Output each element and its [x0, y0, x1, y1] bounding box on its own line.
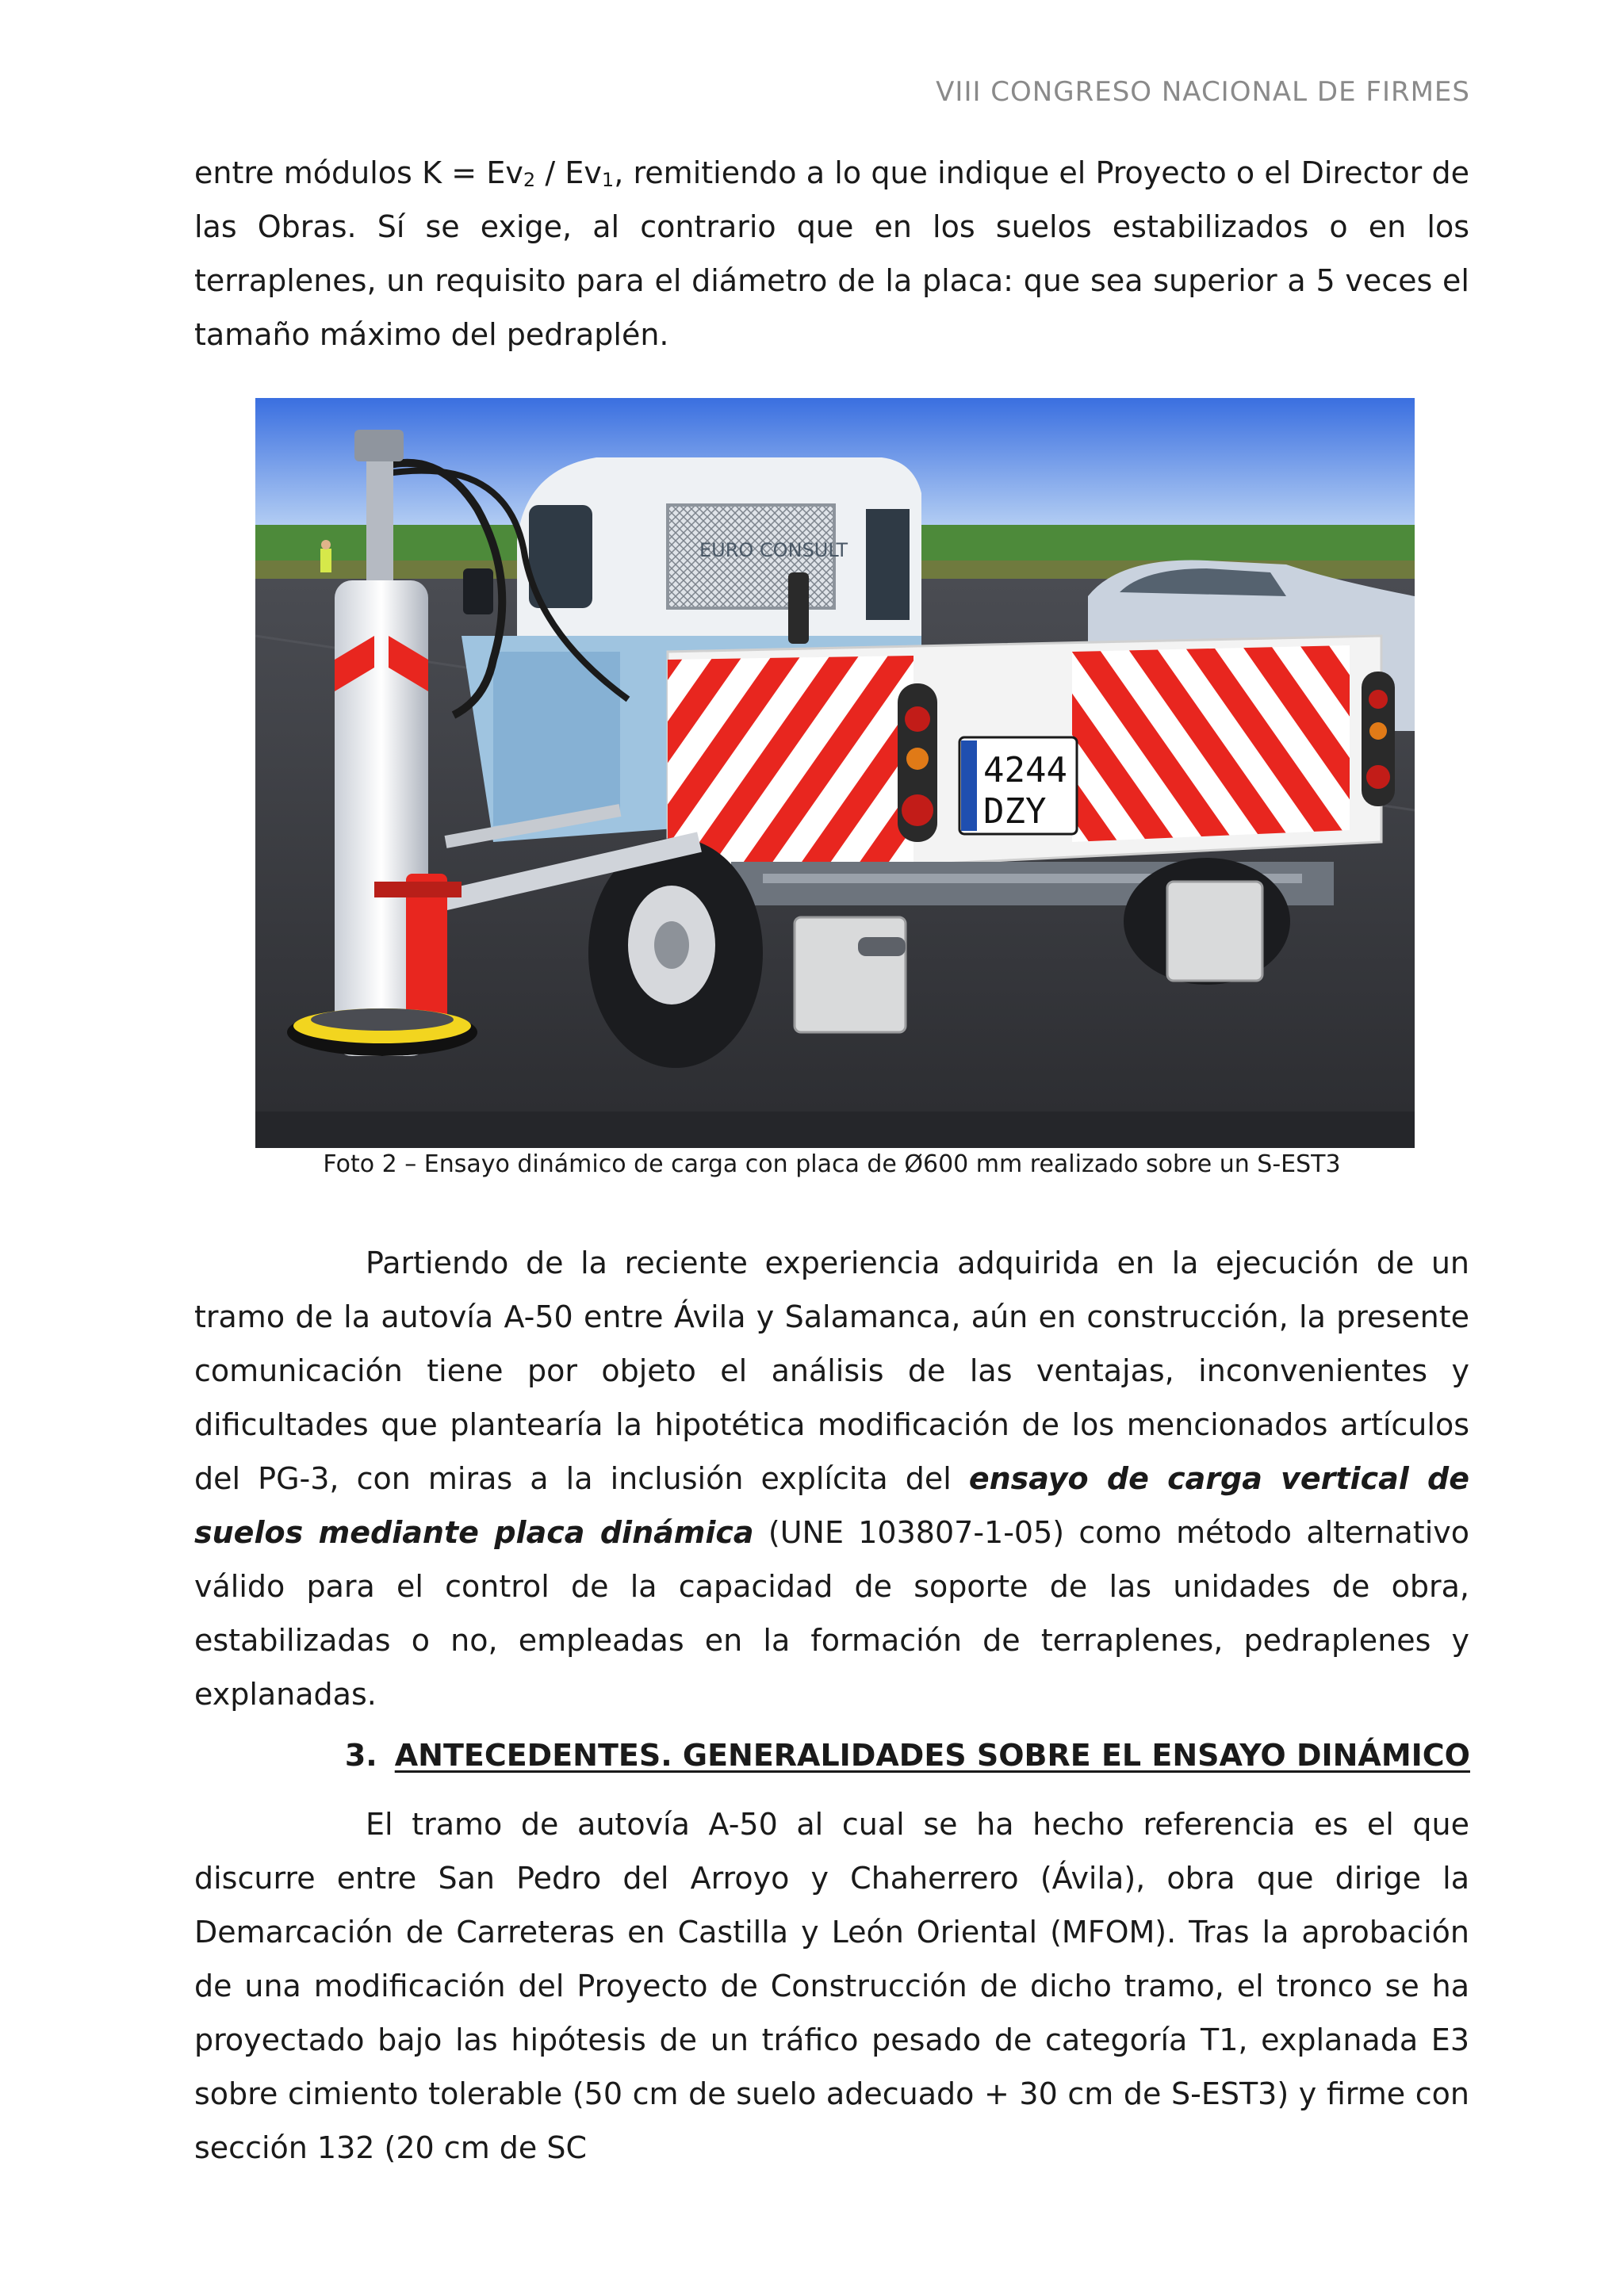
emphasized-test-name: ensayo de carga vertical de suelos mediante placa dinámica — [194, 1461, 1469, 1550]
paragraph-experiencia — [194, 1236, 1469, 1721]
vehicle-logo: EURO CONSULT — [699, 539, 848, 561]
paragraph-text: El tramo de autovía A-50 al cual se ha hecho referencia es el que discurre entre San Pedro del Arroyo y Chaherrero (Ávila), obra que dirige la Demarcación de Carreteras en Castilla y León Oriental (MFOM). Tras la aprobación de una modificación del Proyecto de Construcción de dicho tramo, el tronco se ha proyectado bajo las hipótesis de un tráfico pesado de categoría T1, explanada E3 sobre cimiento tolerable (50 cm de suelo adecuado + 30 cm de S-EST3) y firme con sección 132 (20 cm de SC — [194, 1807, 1469, 2165]
paragraph-modulos — [194, 146, 1469, 362]
license-plate-line1: 4244 — [983, 750, 1067, 790]
paragraph-text: entre módulos $K = Ev_2 / Ev_1$, remitiendo a lo que indique el Proyecto o el Director de las Obras. Sí se exige, al contrario que en los suelos estabilizados o en los terraplenes, un requisito para el diámetro de la placa: que sea superior a 5 veces el tamaño máximo del pedraplén. — [194, 155, 1469, 352]
running-header: VIII CONGRESO NACIONAL DE FIRMES — [936, 76, 1470, 108]
paragraph-tramo — [194, 1797, 1469, 2175]
section-heading-3 — [345, 1728, 1470, 1782]
photo-illustration — [255, 398, 1415, 1148]
license-plate-line2: DZY — [983, 791, 1047, 832]
paragraph-text: Partiendo de la reciente experiencia adquirida en la ejecución de un tramo de la autovía A-50 entre Ávila y Salamanca, aún en construcción, la presente comunicación tiene por objeto el análisis de las ventajas, inconvenientes y dificultades que plantearía la hipotética modificación de los mencionados artículos del PG-3, con miras a la inclusión explícita del ensayo de carga vertical de suelos mediante placa dinámica (UNE 103807-1-05) como método alternativo válido para el control de la capacidad de soporte de las unidades de obra, estabilizadas o no, empleadas en la formación de terraplenes, pedraplenes y explanadas. — [194, 1246, 1469, 1712]
section-number: 3. — [344, 1738, 377, 1773]
section-title: ANTECEDENTES. GENERALIDADES SOBRE EL ENSAYO DINÁMICO — [394, 1738, 1470, 1773]
photo-dynamic-plate-test — [255, 398, 1415, 1148]
figure-caption: Foto 2 – Ensayo dinámico de carga con placa de Ø600 mm realizado sobre un S-EST3 — [323, 1150, 1341, 1178]
